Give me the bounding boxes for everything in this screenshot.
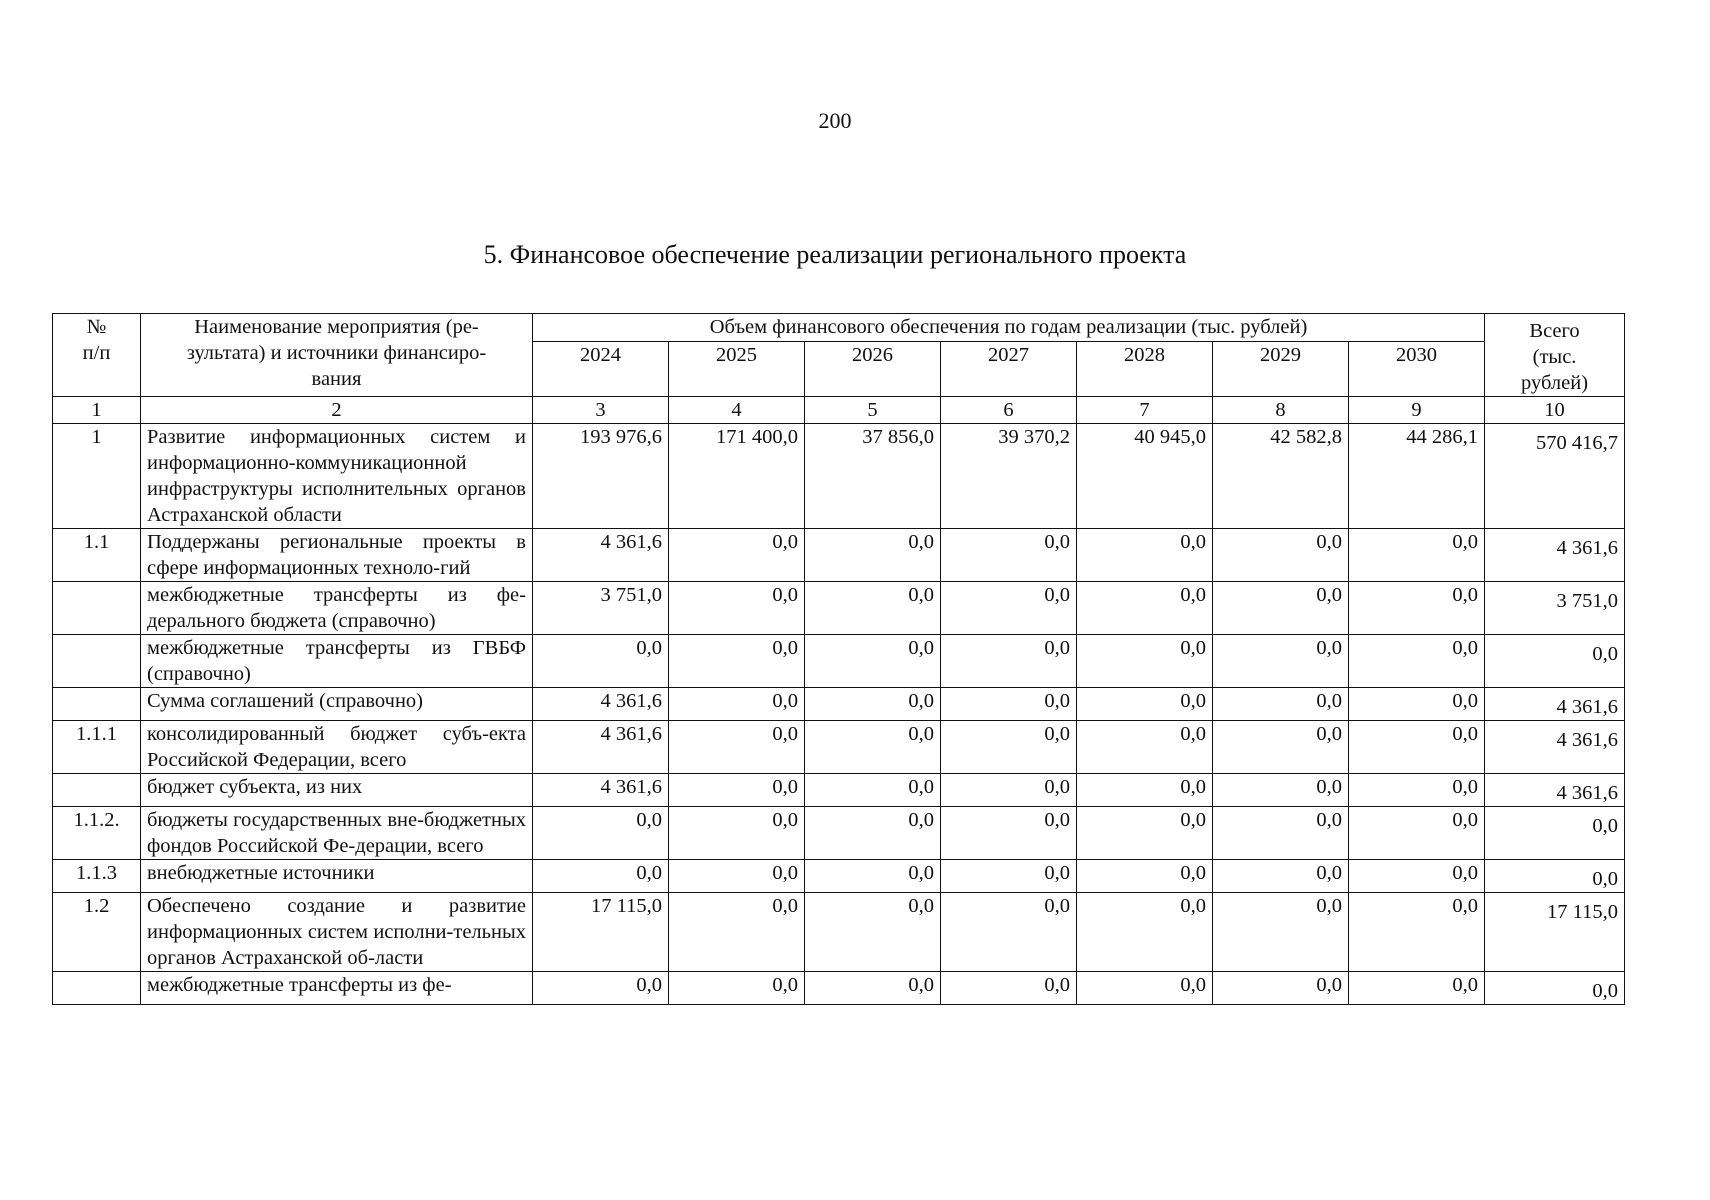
table-row <box>53 582 1625 635</box>
year-value-cell: 0,0 <box>669 635 805 688</box>
row-number: 1.2 <box>53 893 141 972</box>
year-value-cell: 44 286,1 <box>1349 424 1485 529</box>
year-value-cell: 0,0 <box>1077 721 1213 774</box>
table-row <box>53 860 1625 893</box>
table-row <box>53 972 1625 1005</box>
year-value-cell: 0,0 <box>1213 582 1349 635</box>
year-value-cell: 4 361,6 <box>533 529 669 582</box>
year-value-cell: 0,0 <box>941 721 1077 774</box>
year-value-cell: 0,0 <box>1213 688 1349 721</box>
row-total: 3 751,0 <box>1485 582 1625 635</box>
row-number <box>53 774 141 807</box>
row-name: Развитие информационных систем и информационно-коммуникационной инфраструктуры исполнительных органов Астраханской области <box>141 424 533 529</box>
header-year: 2027 <box>941 342 1077 397</box>
year-value-cell: 4 361,6 <box>533 774 669 807</box>
year-value-cell: 0,0 <box>1213 807 1349 860</box>
year-value-cell: 39 370,2 <box>941 424 1077 529</box>
row-total: 4 361,6 <box>1485 721 1625 774</box>
header-year: 2029 <box>1213 342 1349 397</box>
column-number: 6 <box>941 397 1077 424</box>
year-value-cell: 0,0 <box>1077 893 1213 972</box>
row-name: бюджеты государственных вне-бюджетных фондов Российской Фе-дерации, всего <box>141 807 533 860</box>
year-value-cell: 0,0 <box>533 972 669 1005</box>
year-value-cell: 0,0 <box>941 774 1077 807</box>
column-number-row <box>53 397 1625 424</box>
column-number: 3 <box>533 397 669 424</box>
year-value-cell: 0,0 <box>805 635 941 688</box>
year-value-cell: 0,0 <box>805 774 941 807</box>
year-value-cell: 0,0 <box>805 688 941 721</box>
row-total: 0,0 <box>1485 972 1625 1005</box>
column-number: 5 <box>805 397 941 424</box>
year-value-cell: 0,0 <box>1349 635 1485 688</box>
year-value-cell: 0,0 <box>941 635 1077 688</box>
year-value-cell: 0,0 <box>941 860 1077 893</box>
year-value-cell: 0,0 <box>669 807 805 860</box>
year-value-cell: 0,0 <box>533 807 669 860</box>
year-value-cell: 0,0 <box>805 721 941 774</box>
year-value-cell: 0,0 <box>1213 721 1349 774</box>
year-value-cell: 0,0 <box>941 893 1077 972</box>
column-number: 1 <box>53 397 141 424</box>
year-value-cell: 0,0 <box>1349 582 1485 635</box>
row-number <box>53 972 141 1005</box>
column-number: 8 <box>1213 397 1349 424</box>
year-value-cell: 0,0 <box>1349 893 1485 972</box>
year-value-cell: 0,0 <box>1349 807 1485 860</box>
year-value-cell: 40 945,0 <box>1077 424 1213 529</box>
year-value-cell: 0,0 <box>669 893 805 972</box>
table-row <box>53 688 1625 721</box>
year-value-cell: 0,0 <box>1213 860 1349 893</box>
year-value-cell: 0,0 <box>1077 774 1213 807</box>
year-value-cell: 17 115,0 <box>533 893 669 972</box>
row-total: 0,0 <box>1485 807 1625 860</box>
year-value-cell: 37 856,0 <box>805 424 941 529</box>
year-value-cell: 0,0 <box>1213 972 1349 1005</box>
year-value-cell: 171 400,0 <box>669 424 805 529</box>
row-total: 4 361,6 <box>1485 774 1625 807</box>
year-value-cell: 0,0 <box>669 774 805 807</box>
column-number: 4 <box>669 397 805 424</box>
header-year: 2024 <box>533 342 669 397</box>
year-value-cell: 0,0 <box>1349 529 1485 582</box>
year-value-cell: 0,0 <box>1077 807 1213 860</box>
row-name: межбюджетные трансферты из ГВБФ (справочно) <box>141 635 533 688</box>
year-value-cell: 42 582,8 <box>1213 424 1349 529</box>
row-number: 1.1.1 <box>53 721 141 774</box>
year-value-cell: 0,0 <box>533 635 669 688</box>
year-value-cell: 0,0 <box>1349 721 1485 774</box>
year-value-cell: 0,0 <box>1077 972 1213 1005</box>
year-value-cell: 0,0 <box>1349 860 1485 893</box>
year-value-cell: 0,0 <box>805 860 941 893</box>
row-total: 17 115,0 <box>1485 893 1625 972</box>
year-value-cell: 0,0 <box>1349 688 1485 721</box>
row-name: Сумма соглашений (справочно) <box>141 688 533 721</box>
row-number: 1.1.2. <box>53 807 141 860</box>
row-number: 1 <box>53 424 141 529</box>
year-value-cell: 3 751,0 <box>533 582 669 635</box>
row-number <box>53 582 141 635</box>
table-row <box>53 529 1625 582</box>
financing-table-container <box>52 313 1624 1005</box>
row-number <box>53 688 141 721</box>
column-number: 2 <box>141 397 533 424</box>
year-value-cell: 0,0 <box>805 893 941 972</box>
year-value-cell: 0,0 <box>941 688 1077 721</box>
section-title: 5. Финансовое обеспечение реализации регионального проекта <box>483 240 1187 269</box>
table-row <box>53 774 1625 807</box>
year-value-cell: 0,0 <box>669 721 805 774</box>
year-value-cell: 0,0 <box>1077 529 1213 582</box>
page-number: 200 <box>818 108 852 133</box>
year-value-cell: 0,0 <box>669 529 805 582</box>
header-name: Наименование мероприятия (ре- зультата) и источники финансиро- вания <box>141 314 533 397</box>
row-name: Обеспечено создание и развитие информационных систем исполни-тельных органов Астраханской об-ласти <box>141 893 533 972</box>
row-number: 1.1 <box>53 529 141 582</box>
year-value-cell: 0,0 <box>1349 972 1485 1005</box>
year-value-cell: 0,0 <box>1077 860 1213 893</box>
table-header <box>53 314 1625 397</box>
row-number: 1.1.3 <box>53 860 141 893</box>
year-value-cell: 0,0 <box>1077 635 1213 688</box>
column-number: 9 <box>1349 397 1485 424</box>
year-value-cell: 193 976,6 <box>533 424 669 529</box>
row-name: консолидированный бюджет субъ-екта Российской Федерации, всего <box>141 721 533 774</box>
header-num: № п/п <box>53 314 141 397</box>
row-total: 0,0 <box>1485 635 1625 688</box>
row-total: 4 361,6 <box>1485 529 1625 582</box>
year-value-cell: 0,0 <box>1213 774 1349 807</box>
year-value-cell: 0,0 <box>533 860 669 893</box>
year-value-cell: 4 361,6 <box>533 688 669 721</box>
year-value-cell: 0,0 <box>1213 529 1349 582</box>
year-value-cell: 4 361,6 <box>533 721 669 774</box>
year-value-cell: 0,0 <box>669 688 805 721</box>
table-row <box>53 721 1625 774</box>
year-value-cell: 0,0 <box>805 972 941 1005</box>
financing-table <box>52 313 1625 1005</box>
column-number: 7 <box>1077 397 1213 424</box>
row-name: бюджет субъекта, из них <box>141 774 533 807</box>
year-value-cell: 0,0 <box>669 860 805 893</box>
year-value-cell: 0,0 <box>1077 688 1213 721</box>
row-total: 0,0 <box>1485 860 1625 893</box>
table-row <box>53 807 1625 860</box>
year-value-cell: 0,0 <box>1349 774 1485 807</box>
year-value-cell: 0,0 <box>941 807 1077 860</box>
row-total: 4 361,6 <box>1485 688 1625 721</box>
row-name: Поддержаны региональные проекты в сфере информационных техноло-гий <box>141 529 533 582</box>
year-value-cell: 0,0 <box>805 529 941 582</box>
table-row <box>53 893 1625 972</box>
header-year: 2025 <box>669 342 805 397</box>
table-row <box>53 635 1625 688</box>
column-number: 10 <box>1485 397 1625 424</box>
table-row <box>53 424 1625 529</box>
year-value-cell: 0,0 <box>1213 635 1349 688</box>
header-year: 2030 <box>1349 342 1485 397</box>
row-total: 570 416,7 <box>1485 424 1625 529</box>
header-total: Всего (тыс. рублей) <box>1485 314 1625 397</box>
year-value-cell: 0,0 <box>669 972 805 1005</box>
year-value-cell: 0,0 <box>669 582 805 635</box>
year-value-cell: 0,0 <box>805 582 941 635</box>
year-value-cell: 0,0 <box>1213 893 1349 972</box>
header-volume: Объем финансового обеспечения по годам реализации (тыс. рублей) <box>533 314 1485 342</box>
row-number <box>53 635 141 688</box>
table-body <box>53 397 1625 1005</box>
row-name: внебюджетные источники <box>141 860 533 893</box>
year-value-cell: 0,0 <box>941 529 1077 582</box>
header-year: 2026 <box>805 342 941 397</box>
year-value-cell: 0,0 <box>805 807 941 860</box>
year-value-cell: 0,0 <box>941 972 1077 1005</box>
header-year: 2028 <box>1077 342 1213 397</box>
row-name: межбюджетные трансферты из фе- <box>141 972 533 1005</box>
year-value-cell: 0,0 <box>1077 582 1213 635</box>
year-value-cell: 0,0 <box>941 582 1077 635</box>
row-name: межбюджетные трансферты из фе-дерального бюджета (справочно) <box>141 582 533 635</box>
